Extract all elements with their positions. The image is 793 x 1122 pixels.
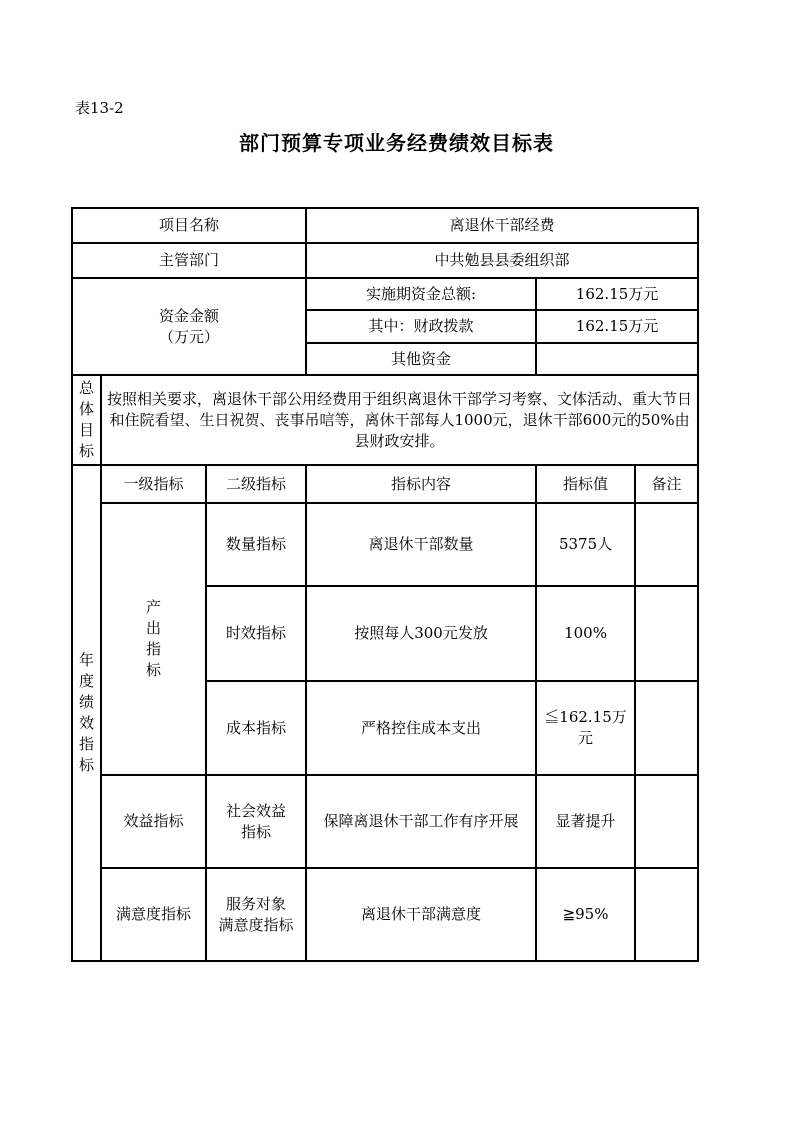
overall-goal-text: 按照相关要求，离退休干部公用经费用于组织离退休干部学习考察、文体活动、重大节日和住院看望、生日祝贺、丧事吊唁等，离休干部每人1000元，退休干部600元的50%由县财政安排。 [101,375,698,465]
indicator-value-cell: ≧95% [536,868,635,961]
annual-indicators-label-text: 年度绩效指标 [78,651,94,774]
fund-fiscal-value: 162.15万元 [536,310,698,343]
level1-indicator-cell: 满意度指标 [101,868,206,961]
indicator-row-benefit [72,775,698,868]
indicator-row-satisfaction [72,868,698,961]
table-row [72,278,698,310]
fund-total-label: 实施期资金总额: [306,278,536,310]
level1-indicator-cell: 效益指标 [101,775,206,868]
note-cell [635,503,698,586]
header-note: 备注 [635,465,698,503]
fund-fiscal-label: 其中：财政拨款 [306,310,536,343]
level2-indicator-cell [206,868,306,961]
overall-goal-label [72,375,101,465]
department-label: 主管部门 [72,243,306,278]
header-indicator-value: 指标值 [536,465,635,503]
department-value: 中共勉县县委组织部 [306,243,698,278]
fund-amount-label-line1: 资金金额 [159,306,220,325]
note-cell [635,775,698,868]
table-row [72,208,698,243]
indicator-content-cell: 严格控住成本支出 [306,681,536,775]
indicator-value-cell: 显著提升 [536,775,635,868]
level2-indicator-line2: 满意度指标 [218,915,294,934]
fund-amount-label-line2: （万元） [159,327,220,346]
level2-indicator-cell: 数量指标 [206,503,306,586]
performance-target-table [71,207,699,962]
project-name-value: 离退休干部经费 [306,208,698,243]
indicator-content-cell: 保障离退休干部工作有序开展 [306,775,536,868]
page-title: 部门预算专项业务经费绩效目标表 [239,131,554,155]
table-number-tag: 表13-2 [75,99,124,117]
level2-indicator-cell [206,775,306,868]
fund-other-value [536,343,698,375]
note-cell [635,868,698,961]
indicator-content-cell: 离退休干部满意度 [306,868,536,961]
header-level1-indicator: 一级指标 [101,465,206,503]
overall-goal-label-text: 总体目标 [78,379,94,460]
level2-indicator-line1: 服务对象 [226,894,287,913]
note-cell [635,681,698,775]
indicator-content-cell: 按照每人300元发放 [306,586,536,681]
note-cell [635,586,698,681]
level2-indicator-cell: 时效指标 [206,586,306,681]
fund-total-value: 162.15万元 [536,278,698,310]
fund-amount-label [72,278,306,375]
indicator-value-cell: 5375人 [536,503,635,586]
level2-indicator-line1: 社会效益 [226,801,287,820]
annual-indicators-label [72,465,101,961]
indicator-row-quantity [72,503,698,586]
header-indicator-content: 指标内容 [306,465,536,503]
indicator-content-cell: 离退休干部数量 [306,503,536,586]
table-row [72,375,698,465]
indicator-value-cell: ≦162.15万元 [536,681,635,775]
output-indicator-group-text: 产出指标 [145,598,161,679]
level2-indicator-cell: 成本指标 [206,681,306,775]
output-indicator-group-label [101,503,206,775]
project-name-label: 项目名称 [72,208,306,243]
table-row [72,243,698,278]
header-level2-indicator: 二级指标 [206,465,306,503]
fund-other-label: 其他资金 [306,343,536,375]
indicator-header-row [72,465,698,503]
level2-indicator-line2: 指标 [241,822,272,841]
indicator-value-cell: 100% [536,586,635,681]
